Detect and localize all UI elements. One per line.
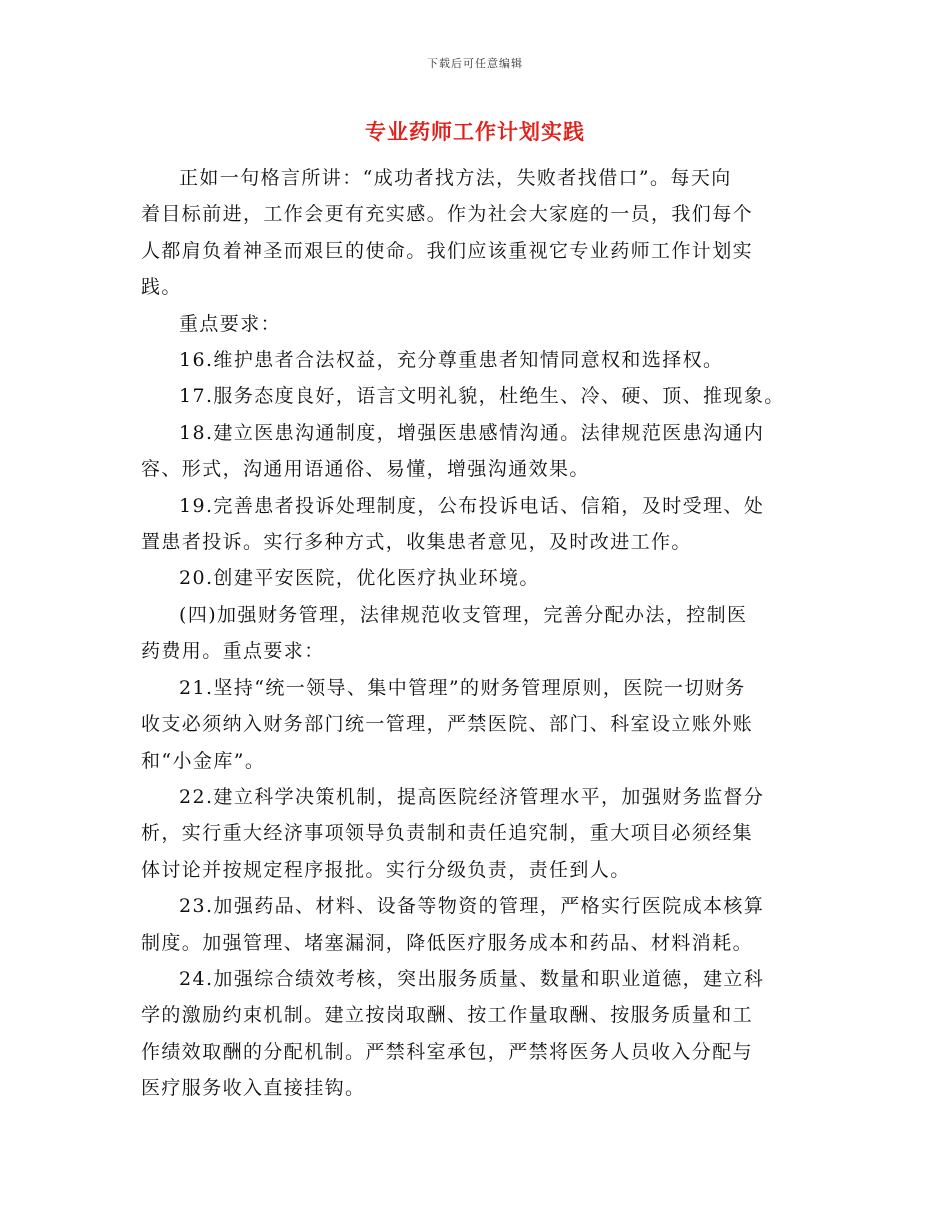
paragraph-item-23: 23.加强药品、材料、设备等物资的管理，严格实行医院成本核算 制度。加强管理、堵塞漏洞，降低医疗服务成本和药品、材料消耗。: [141, 895, 765, 954]
paragraph-item-19: 19.完善患者投诉处理制度，公布投诉电话、信箱，及时受理、处 置患者投诉。实行多种方式，收集患者意见，及时改进工作。: [141, 494, 765, 554]
document-title: 专业药师工作计划实践: [365, 119, 585, 144]
paragraph-key-requirements: 重点要求：: [179, 312, 282, 335]
paragraph-item-17: 17.服务态度良好，语言文明礼貌，杜绝生、冷、硬、顶、推现象。: [179, 385, 785, 408]
paragraph-item-18: 18.建立医患沟通制度，增强医患感情沟通。法律规范医患沟通内 容、形式，沟通用语通俗、易懂，增强沟通效果。: [141, 421, 765, 481]
paragraph-item-24: 24.加强综合绩效考核，突出服务质量、数量和职业道德，建立科 学的激励约束机制。建立按岗取酬、按工作量取酬、按服务质量和工 作绩效取酬的分配机制。严禁科室承包，严禁将医务人员收入分配与 医疗服务收入直接挂钩。: [141, 967, 765, 1100]
paragraph-item-16: 16.维护患者合法权益，充分尊重患者知情同意权和选择权。: [179, 349, 724, 372]
paragraph-section-4: (四)加强财务管理，法律规范收支管理，完善分配办法，控制医 药费用。重点要求：: [141, 603, 748, 663]
paragraph-item-22: 22.建立科学决策机制，提高医院经济管理水平，加强财务监督分 析，实行重大经济事项领导负责制和责任追究制，重大项目必须经集 体讨论并按规定程序报批。实行分级负责，责任到人。: [141, 785, 765, 881]
paragraph-item-20: 20.创建平安医院，优化医疗执业环境。: [179, 567, 540, 590]
document-body: [141, 160, 821, 1107]
paragraph-intro: 正如一句格言所讲：“成功者找方法，失败者找借口”。每天向 着目标前进，工作会更有充实感。作为社会大家庭的一员，我们每个 人都肩负着神圣而艰巨的使命。我们应该重视它专业药师工作计划实 践。: [141, 167, 754, 299]
header-note: 下载后可任意编辑: [427, 57, 523, 70]
paragraph-item-21: 21.坚持“统一领导、集中管理”的财务管理原则，医院一切财务 收支必须纳入财务部门统一管理，严禁医院、部门、科室设立账外账 和“小金库”。: [141, 676, 754, 772]
